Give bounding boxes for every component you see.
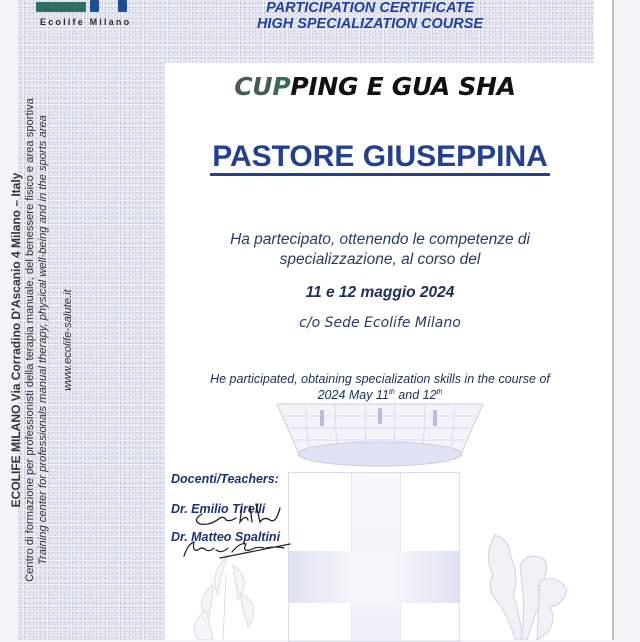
teacher-name-1: Dr. Emilio Tirelli	[171, 502, 266, 516]
header-line-1: PARTICIPATION CERTIFICATE	[266, 0, 474, 16]
signature-1-icon	[190, 502, 285, 528]
participant-name	[180, 140, 580, 176]
italian-description	[180, 230, 580, 270]
italian-description-line-1: Ha partecipato, ottenendo le competenze di	[230, 231, 530, 248]
laurel-branch-icon	[178, 555, 273, 640]
english-date-part-2: and 12	[394, 388, 437, 403]
ordinal-suffix-1: th	[388, 389, 395, 396]
shield-cross-emblem	[288, 472, 460, 642]
oak-branch-icon	[475, 525, 575, 640]
teacher-name-2: Dr. Matteo Spaltini	[171, 530, 281, 544]
teachers-label: Docenti/Teachers:	[171, 472, 279, 486]
course-venue: c/o Sede Ecolife Milano	[299, 315, 461, 331]
ecolife-logo	[22, 0, 152, 36]
crown-emblem-icon	[275, 398, 485, 470]
course-title-part-3: PING E GUA SHA	[290, 72, 516, 101]
logo-text: Ecolife Milano	[40, 17, 132, 27]
english-description-line-1: He participated, obtaining specialization skills in the course of	[210, 372, 550, 386]
certificate-header	[220, 0, 520, 32]
cross-horizontal-bar	[289, 551, 459, 603]
header-line-2: HIGH SPECIALIZATION COURSE	[256, 16, 484, 32]
signature-2-icon	[180, 538, 295, 560]
logo-green-bar	[36, 2, 86, 12]
english-date-part-1: 2024 May 11	[317, 388, 389, 403]
sidebar-org-info	[10, 80, 75, 600]
italian-description-line-2: specializzazione, al corso del	[279, 251, 481, 268]
course-title-part-1: CU	[234, 72, 273, 101]
course-date: 11 e 12 maggio 2024	[305, 284, 455, 301]
course-title-part-2: P	[272, 72, 291, 101]
org-address: ECOLIFE MILANO Via Corradino D'Ascanio 4 Milano – Italy	[9, 172, 23, 508]
logo-blue-bar-right	[118, 0, 127, 12]
participant-name-text: PASTORE GIUSEPPINA	[210, 140, 550, 176]
org-description-it: Centro di formazione per professionisti della terapia manuale, del benessere fisico e area sportiva	[23, 98, 36, 582]
org-website: www.ecolife-salute.it	[61, 289, 74, 391]
logo-blue-bar-left	[90, 0, 99, 12]
org-description-en: Training center for professionals manual therapy, physical well-being and in the sports area	[37, 115, 49, 565]
teachers-section	[171, 472, 281, 544]
ordinal-suffix-2: th	[436, 389, 443, 396]
course-title	[165, 72, 585, 101]
